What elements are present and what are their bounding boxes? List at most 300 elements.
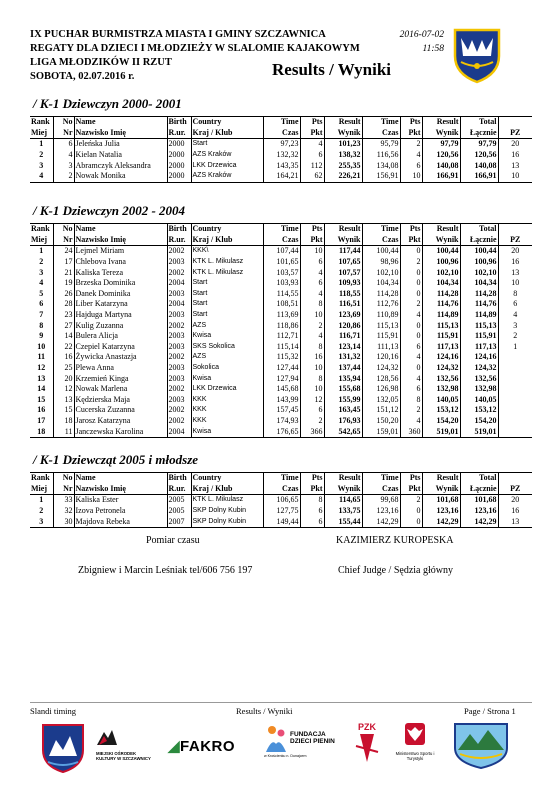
table-body	[30, 246, 532, 438]
cell-no: 24	[53, 246, 74, 257]
cell-time2: 123,16	[362, 506, 400, 517]
cell-birth: 2002	[167, 352, 191, 363]
cell-pts1: 10	[300, 246, 324, 257]
col-result2-pl: Wynik	[422, 484, 460, 495]
cell-no: 2	[53, 171, 74, 182]
cell-name: Danek Dominika	[74, 289, 167, 300]
cell-pts2: 360	[400, 426, 422, 437]
col-total: Total	[460, 473, 498, 484]
cell-no: 22	[53, 342, 74, 353]
club-crest-icon	[451, 26, 503, 84]
table-row	[30, 495, 532, 506]
cell-time2: 95,79	[362, 139, 400, 150]
cell-result2: 132,56	[422, 373, 460, 384]
col-time2: Time	[362, 224, 400, 235]
cell-pts1: 16	[300, 352, 324, 363]
cell-name: Plewa Anna	[74, 363, 167, 374]
footer-left: Slandi timing	[30, 706, 77, 716]
cell-club: LKK Drzewica	[191, 160, 263, 171]
cell-club: AZS Kraków	[191, 150, 263, 161]
table-row	[30, 150, 532, 161]
cell-rank: 11	[30, 352, 53, 363]
table-row	[30, 320, 532, 331]
cell-no: 6	[53, 139, 74, 150]
cell-name: Krzemień Kinga	[74, 373, 167, 384]
col-pts2: Pts	[400, 224, 422, 235]
cell-time2: 102,10	[362, 267, 400, 278]
cell-time2: 115,13	[362, 320, 400, 331]
cell-time2: 100,44	[362, 246, 400, 257]
cell-name: Kulig Zuzanna	[74, 320, 167, 331]
cell-rank: 3	[30, 267, 53, 278]
cell-club: KKK\	[191, 246, 263, 257]
table-row	[30, 331, 532, 342]
event-title-line: REGATY DLA DZIECI I MŁODZIEŻY W SLALOMIE KAJAKOWYM	[30, 43, 360, 54]
cell-pz: 10	[498, 171, 532, 182]
cell-club: KTK L. Mikulasz	[191, 495, 263, 506]
cell-time1: 103,57	[263, 267, 300, 278]
cell-pts1: 2	[300, 320, 324, 331]
cell-pz	[498, 352, 532, 363]
table-row	[30, 426, 532, 437]
footer-divider	[30, 702, 532, 703]
cell-time1: 97,23	[263, 139, 300, 150]
cell-result1: 131,32	[324, 352, 362, 363]
ministerstwo-logo	[392, 722, 438, 761]
cell-result2: 114,76	[422, 299, 460, 310]
cell-rank: 8	[30, 320, 53, 331]
cell-time2: 132,05	[362, 395, 400, 406]
cell-pts1: 6	[300, 150, 324, 161]
table-row	[30, 416, 532, 427]
fundacja-subtext: w Krościenku n. Dunajcem	[264, 754, 307, 758]
col-time1: Time	[263, 473, 300, 484]
section-title: / K-1 Dziewczyn 2002 - 2004	[33, 203, 186, 218]
cell-pts1: 4	[300, 267, 324, 278]
col-result1-pl: Wynik	[324, 235, 362, 246]
col-time2-pl: Czas	[362, 484, 400, 495]
cell-result1: 176,93	[324, 416, 362, 427]
cell-time2: 114,28	[362, 289, 400, 300]
cell-total: 124,16	[460, 352, 498, 363]
cell-time1: 112,71	[263, 331, 300, 342]
cell-time2: 99,68	[362, 495, 400, 506]
cell-pts1: 62	[300, 171, 324, 182]
col-name-pl: Nazwisko Imię	[74, 484, 167, 495]
cell-result2: 102,10	[422, 267, 460, 278]
col-time2: Time	[362, 473, 400, 484]
cell-no: 12	[53, 384, 74, 395]
ministerstwo-text: Ministerstwo Sportu i Turystyki	[395, 751, 435, 761]
cell-pts1: 4	[300, 331, 324, 342]
cell-club: AZS Kraków	[191, 171, 263, 182]
cell-name: Żywicka Anastazja	[74, 352, 167, 363]
cell-pz: 3	[513, 320, 518, 330]
col-pts2-pl: Pkt	[400, 484, 422, 495]
cell-time2: 151,12	[362, 405, 400, 416]
cell-no: 4	[53, 150, 74, 161]
col-no: No	[53, 117, 74, 128]
cell-birth: 2003	[167, 363, 191, 374]
cell-birth: 2003	[167, 310, 191, 321]
timing-names: Zbigniew i Marcin Leśniak tel/606 756 197	[78, 565, 253, 576]
cell-pts1: 6	[300, 516, 324, 527]
cell-rank: 6	[30, 299, 53, 310]
cell-name: Kielan Natalia	[74, 150, 167, 161]
cell-pz: 8	[513, 288, 518, 298]
cell-time1: 127,75	[263, 506, 300, 517]
col-country-pl: Kraj / Klub	[191, 484, 263, 495]
event-title-line: IX PUCHAR BURMISTRZA MIASTA I GMINY SZCZAWNICA	[30, 29, 326, 40]
cell-pz	[498, 395, 532, 406]
col-name-pl: Nazwisko Imię	[74, 235, 167, 246]
cell-pts2: 4	[400, 310, 422, 321]
cell-pz: 16	[511, 506, 520, 516]
cell-name: Czepiel Katarzyna	[74, 342, 167, 353]
cell-time2: 115,91	[362, 331, 400, 342]
col-country: Country	[191, 224, 263, 235]
cell-total: 154,20	[460, 416, 498, 427]
cell-pts1: 6	[300, 257, 324, 268]
cell-pz	[498, 384, 532, 395]
mok-mountain-icon	[96, 726, 118, 746]
col-result1: Result	[324, 117, 362, 128]
col-name: Name	[74, 473, 167, 484]
cell-time1: 132,32	[263, 150, 300, 161]
cell-result2: 120,56	[422, 150, 460, 161]
cell-no: 15	[53, 405, 74, 416]
cell-no: 21	[53, 267, 74, 278]
cell-result2: 123,16	[422, 506, 460, 517]
cell-result2: 124,32	[422, 363, 460, 374]
cell-club: KTK L. Mikulasz	[191, 267, 263, 278]
cell-club: KKK	[191, 405, 263, 416]
cell-no: 17	[53, 257, 74, 268]
cell-rank: 16	[30, 405, 53, 416]
section-title: / K-1 Dziewczyn 2000- 2001	[33, 96, 182, 111]
cell-club: KTK L. Mikulasz	[191, 257, 263, 268]
cell-name: Chlebova Ivana	[74, 257, 167, 268]
cell-rank: 10	[30, 342, 53, 353]
table-row	[30, 395, 532, 406]
cell-time1: 108,51	[263, 299, 300, 310]
cell-club: Kwisa	[191, 373, 263, 384]
table-row	[30, 299, 532, 310]
cell-rank: 3	[30, 516, 53, 527]
cell-total: 117,13	[460, 342, 498, 353]
cell-time1: 176,65	[263, 426, 300, 437]
cell-result1: 155,44	[324, 516, 362, 527]
print-date: 2016-07-02	[399, 30, 444, 40]
cell-result1: 163,45	[324, 405, 362, 416]
col-time1: Time	[263, 117, 300, 128]
cell-result2: 132,98	[422, 384, 460, 395]
col-pts1-pl: Pkt	[300, 484, 324, 495]
cell-total: 153,12	[460, 405, 498, 416]
cell-no: 27	[53, 320, 74, 331]
col-result1: Result	[324, 224, 362, 235]
cell-total: 120,56	[460, 150, 498, 161]
cell-time1: 115,14	[263, 342, 300, 353]
cell-birth: 2002	[167, 246, 191, 257]
cell-birth: 2000	[167, 150, 191, 161]
cell-name: Abramczyk Aleksandra	[74, 160, 167, 171]
fundacja-figure-icon	[264, 724, 288, 754]
cell-result1: 118,55	[324, 289, 362, 300]
cell-pz	[498, 416, 532, 427]
cell-pts1: 6	[300, 506, 324, 517]
cell-result1: 123,14	[324, 342, 362, 353]
cell-pz: 16	[511, 257, 520, 267]
col-total-pl: Łącznie	[460, 484, 498, 495]
pzk-logo	[352, 722, 382, 769]
col-result1-pl: Wynik	[324, 484, 362, 495]
cell-result2: 124,16	[422, 352, 460, 363]
pzk-text: PZK	[358, 722, 376, 732]
table-row	[30, 257, 532, 268]
cell-total: 166,91	[460, 171, 498, 182]
footer-center: Results / Wyniki	[236, 706, 293, 716]
col-time1: Time	[263, 224, 300, 235]
cell-time1: 157,45	[263, 405, 300, 416]
cell-name: Cucerska Zuzanna	[74, 405, 167, 416]
col-no: No	[53, 224, 74, 235]
cell-rank: 7	[30, 310, 53, 321]
cell-pz	[498, 373, 532, 384]
col-pts2-pl: Pkt	[400, 128, 422, 139]
cell-pts1: 8	[300, 342, 324, 353]
cell-time2: 142,29	[362, 516, 400, 527]
col-total-pl: Łącznie	[460, 235, 498, 246]
cell-pz: 10	[511, 278, 520, 288]
col-total: Total	[460, 117, 498, 128]
cell-total: 140,05	[460, 395, 498, 406]
cell-time1: 103,93	[263, 278, 300, 289]
table-row	[30, 310, 532, 321]
table-row	[30, 363, 532, 374]
cell-total: 100,96	[460, 257, 498, 268]
cell-pts2: 2	[400, 495, 422, 506]
cell-time1: 106,65	[263, 495, 300, 506]
cell-pts1: 8	[300, 299, 324, 310]
results-title: Results / Wyniki	[272, 60, 392, 79]
cell-pts1: 10	[300, 384, 324, 395]
cell-rank: 17	[30, 416, 53, 427]
cell-rank: 9	[30, 331, 53, 342]
cell-result1: 255,35	[324, 160, 362, 171]
cell-result1: 117,44	[324, 246, 362, 257]
cell-birth: 2005	[167, 495, 191, 506]
cell-pz: 13	[511, 160, 520, 170]
cell-time2: 128,56	[362, 373, 400, 384]
cell-time1: 149,44	[263, 516, 300, 527]
cell-club: LKK Drzewica	[191, 384, 263, 395]
cell-result2: 142,29	[422, 516, 460, 527]
judge-label: Chief Judge / Sędzia główny	[338, 565, 453, 576]
cell-pts2: 2	[400, 257, 422, 268]
cell-pts2: 0	[400, 267, 422, 278]
col-birth: Birth	[167, 224, 191, 235]
cell-birth: 2003	[167, 257, 191, 268]
cell-result1: 155,68	[324, 384, 362, 395]
cell-pts2: 0	[400, 506, 422, 517]
col-pz-pl: PZ	[498, 235, 532, 246]
cell-pts1: 8	[300, 495, 324, 506]
cell-rank: 2	[30, 150, 53, 161]
cell-total: 124,32	[460, 363, 498, 374]
cell-time2: 111,13	[362, 342, 400, 353]
event-title-line: LIGA MŁODZIKÓW II RZUT	[30, 57, 172, 68]
cell-name: Majdova Rebeka	[74, 516, 167, 527]
cell-result2: 100,44	[422, 246, 460, 257]
col-country: Country	[191, 117, 263, 128]
col-result2-pl: Wynik	[422, 128, 460, 139]
cell-name: Hajduga Martyna	[74, 310, 167, 321]
cell-result1: 226,21	[324, 171, 362, 182]
cell-birth: 2002	[167, 267, 191, 278]
cell-name: Kaliska Ester	[74, 495, 167, 506]
cell-pts1: 10	[300, 363, 324, 374]
cell-total: 115,91	[460, 331, 498, 342]
cell-pts2: 4	[400, 150, 422, 161]
cell-no: 20	[53, 373, 74, 384]
cell-birth: 2003	[167, 289, 191, 300]
col-name: Name	[74, 117, 167, 128]
cell-no: 25	[53, 363, 74, 374]
cell-rank: 2	[30, 506, 53, 517]
cell-no: 11	[53, 426, 74, 437]
cell-pts2: 2	[400, 405, 422, 416]
col-result1-pl: Wynik	[324, 128, 362, 139]
cell-result2: 140,08	[422, 160, 460, 171]
table-row	[30, 289, 532, 300]
cell-birth: 2003	[167, 373, 191, 384]
cell-birth: 2003	[167, 342, 191, 353]
cell-time2: 126,98	[362, 384, 400, 395]
cell-pts2: 10	[400, 171, 422, 182]
cell-time1: 118,86	[263, 320, 300, 331]
col-birth-pl: R.ur.	[167, 128, 191, 139]
print-datetime	[386, 28, 444, 56]
cell-pts2: 0	[400, 278, 422, 289]
cell-time2: 134,08	[362, 160, 400, 171]
results-table	[30, 116, 532, 183]
cell-time2: 124,32	[362, 363, 400, 374]
cell-time1: 164,21	[263, 171, 300, 182]
cell-pts2: 0	[400, 363, 422, 374]
cell-time2: 159,01	[362, 426, 400, 437]
cell-no: 19	[53, 278, 74, 289]
cell-time1: 143,35	[263, 160, 300, 171]
cell-pts2: 0	[400, 289, 422, 300]
cell-time1: 127,44	[263, 363, 300, 374]
table-row	[30, 516, 532, 527]
cell-pts1: 8	[300, 373, 324, 384]
col-time2-pl: Czas	[362, 128, 400, 139]
col-pts2: Pts	[400, 473, 422, 484]
cell-pts1: 2	[300, 416, 324, 427]
cell-result1: 138,32	[324, 150, 362, 161]
table-row	[30, 267, 532, 278]
table-row	[30, 171, 532, 182]
fakro-text: FAKRO	[180, 738, 236, 755]
col-time1-pl: Czas	[263, 484, 300, 495]
col-country-pl: Kraj / Klub	[191, 235, 263, 246]
cell-time1: 127,94	[263, 373, 300, 384]
cell-time2: 104,34	[362, 278, 400, 289]
cell-pts1: 6	[300, 405, 324, 416]
cell-pz: 6	[513, 299, 518, 309]
cell-result1: 155,99	[324, 395, 362, 406]
mok-logo	[96, 726, 160, 761]
cell-total: 114,89	[460, 310, 498, 321]
cell-birth: 2003	[167, 395, 191, 406]
cell-result1: 109,93	[324, 278, 362, 289]
col-pz	[498, 224, 532, 235]
cell-pz: 20	[511, 139, 520, 149]
cell-birth: 2000	[167, 171, 191, 182]
cell-no: 28	[53, 299, 74, 310]
col-pts1-pl: Pkt	[300, 128, 324, 139]
cell-pts2: 6	[400, 384, 422, 395]
table-row	[30, 246, 532, 257]
cell-name: Bulera Alicja	[74, 331, 167, 342]
col-rank-pl: Miej	[30, 235, 53, 246]
cell-result2: 153,12	[422, 405, 460, 416]
cell-time2: 120,16	[362, 352, 400, 363]
results-table	[30, 472, 532, 528]
cell-rank: 1	[30, 495, 53, 506]
cell-result1: 133,75	[324, 506, 362, 517]
cell-name: Kędzierska Maja	[74, 395, 167, 406]
cell-time2: 150,20	[362, 416, 400, 427]
cell-birth: 2004	[167, 426, 191, 437]
results-table	[30, 223, 532, 438]
cell-pz	[498, 363, 532, 374]
cell-rank: 14	[30, 384, 53, 395]
cell-birth: 2002	[167, 416, 191, 427]
cell-club: Start	[191, 278, 263, 289]
cell-pts2: 4	[400, 373, 422, 384]
cell-no: 3	[53, 160, 74, 171]
col-pts1: Pts	[300, 224, 324, 235]
cell-rank: 12	[30, 363, 53, 374]
table-row	[30, 405, 532, 416]
cell-pz: 2	[513, 331, 518, 341]
cell-result1: 137,44	[324, 363, 362, 374]
footer-right: Page / Strona 1	[464, 706, 516, 716]
cell-no: 14	[53, 331, 74, 342]
cell-pts1: 6	[300, 278, 324, 289]
association-crest-icon	[452, 720, 510, 770]
cell-result1: 107,57	[324, 267, 362, 278]
table-row	[30, 139, 532, 150]
cell-rank: 15	[30, 395, 53, 406]
cell-rank: 18	[30, 426, 53, 437]
cell-club: Sokolica	[191, 363, 263, 374]
cell-pts2: 2	[400, 139, 422, 150]
col-no: No	[53, 473, 74, 484]
col-pts1: Pts	[300, 473, 324, 484]
fundacja-text: FUNDACJA DZIECI PIENIN	[290, 731, 335, 745]
cell-total: 114,76	[460, 299, 498, 310]
cell-no: 30	[53, 516, 74, 527]
cell-total: 123,16	[460, 506, 498, 517]
cell-total: 142,29	[460, 516, 498, 527]
col-result1: Result	[324, 473, 362, 484]
cell-club: Start	[191, 289, 263, 300]
cell-no: 32	[53, 506, 74, 517]
